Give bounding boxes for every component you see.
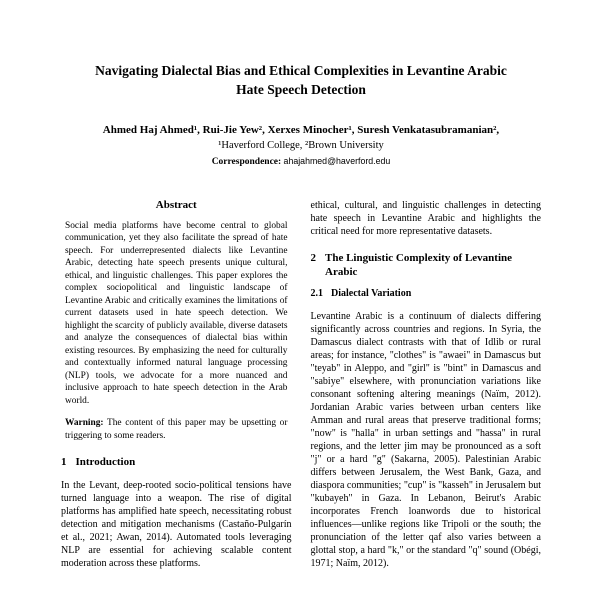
correspondence-label: Correspondence: bbox=[211, 156, 282, 167]
subsection-2-1-number: 2.1 bbox=[310, 288, 323, 300]
dialectal-variation-paragraph: Levantine Arabic is a continuum of dialects differing significantly across countries and regions. In Syria, the Damascus dialect contrasts with that of Idlib or rural areas; for instance, "clothes" is "awaei" in Damascus but "teyab" in Aleppo, and "girl" is "bint" in Damascus and "sabiye" elsewhere, with pronunciation variations like consonant softening altering meanings (Naïm, 2012). Jordanian Arabic varies between urban centers like Amman and rural areas that preserve traditional forms; "now" is "halla" in urban settings and "hassa" in rural regions, and the letter jim may be pronounced as a soft "j" or a hard "g" (Sakarna, 2005). Palestinian Arabic differs between Jerusalem, the West Bank, Gaza, and diaspora communities; "cup" is "kasseh" in Jerusalem but "kubayeh" in Gaza. In Lebanon, Beirut's Arabic incorporates French loanwords due to historical influences—unlike regions like Tripoli or the south; the pronunciation of the letter qaf also varies between a glottal stop, a hard "k," or the standard "q" sound (Obégi, 1971; Naïm, 2012). bbox=[310, 310, 541, 569]
warning-text: The content of this paper may be upsetting or triggering to some readers. bbox=[65, 418, 288, 441]
introduction-paragraph: In the Levant, deep-rooted socio-political tensions have turned language into a weapon. The rise of digital platforms has amplified hate speech, necessitating robust detection and mitigation mechanisms (Castaño-Pulgarín et al., 2021; Awan, 2014). Automated tools leveraging NLP are essential for achieving scalable content moderation across these platforms. bbox=[61, 480, 292, 570]
left-column bbox=[61, 199, 292, 570]
subsection-2-1-title: Dialectal Variation bbox=[331, 288, 412, 300]
right-column bbox=[311, 199, 542, 570]
section-2-heading bbox=[311, 252, 542, 280]
subsection-2-1-heading bbox=[311, 288, 542, 301]
abstract-heading: Abstract bbox=[155, 198, 197, 211]
section-1-heading bbox=[61, 456, 292, 470]
authors-line: Ahmed Haj Ahmed¹, Rui-Jie Yew², Xerxes Minocher¹, Suresh Venkatasubramanian², bbox=[102, 123, 500, 136]
section-2-number: 2 bbox=[310, 251, 316, 264]
continuation-paragraph: ethical, cultural, and linguistic challenges in detecting hate speech in Levantine Arabic and highlights the critical need for more representative datasets. bbox=[310, 199, 541, 237]
two-column-body bbox=[61, 199, 541, 570]
warning-label: Warning: bbox=[65, 418, 104, 429]
section-1-number: 1 bbox=[61, 456, 67, 469]
correspondence-line bbox=[61, 156, 541, 167]
section-1-title: Introduction bbox=[75, 456, 136, 469]
paper-title: Navigating Dialectal Bias and Ethical Complexities in Levantine Arabic Hate Speech Detection bbox=[95, 63, 507, 97]
section-2-title: The Linguistic Complexity of Levantine Arabic bbox=[325, 251, 513, 278]
affiliations-line: ¹Haverford College, ²Brown University bbox=[218, 139, 384, 151]
abstract-text: Social media platforms have become central to global communication, yet they also facilitate the spread of hate speech. For underrepresented dialects like Levantine Arabic, detecting hate speech presents unique cultural, ethical, and linguistic challenges. This paper explores the complex sociopolitical and linguistic landscape of Levantine Arabic and critically examines the limitations of current datasets used in hate speech detection. We highlight the scarcity of publicly available, diverse datasets and analyze the consequences of dialectal bias within existing resources. By emphasizing the need for culturally and contextually informed natural language processing (NLP) tools, we advocate for a more nuanced and inclusive approach to hate speech detection in the Arab world. bbox=[65, 220, 288, 406]
correspondence-email-link[interactable]: ahajahmed@haverford.edu bbox=[283, 155, 391, 166]
warning-paragraph bbox=[61, 417, 292, 442]
